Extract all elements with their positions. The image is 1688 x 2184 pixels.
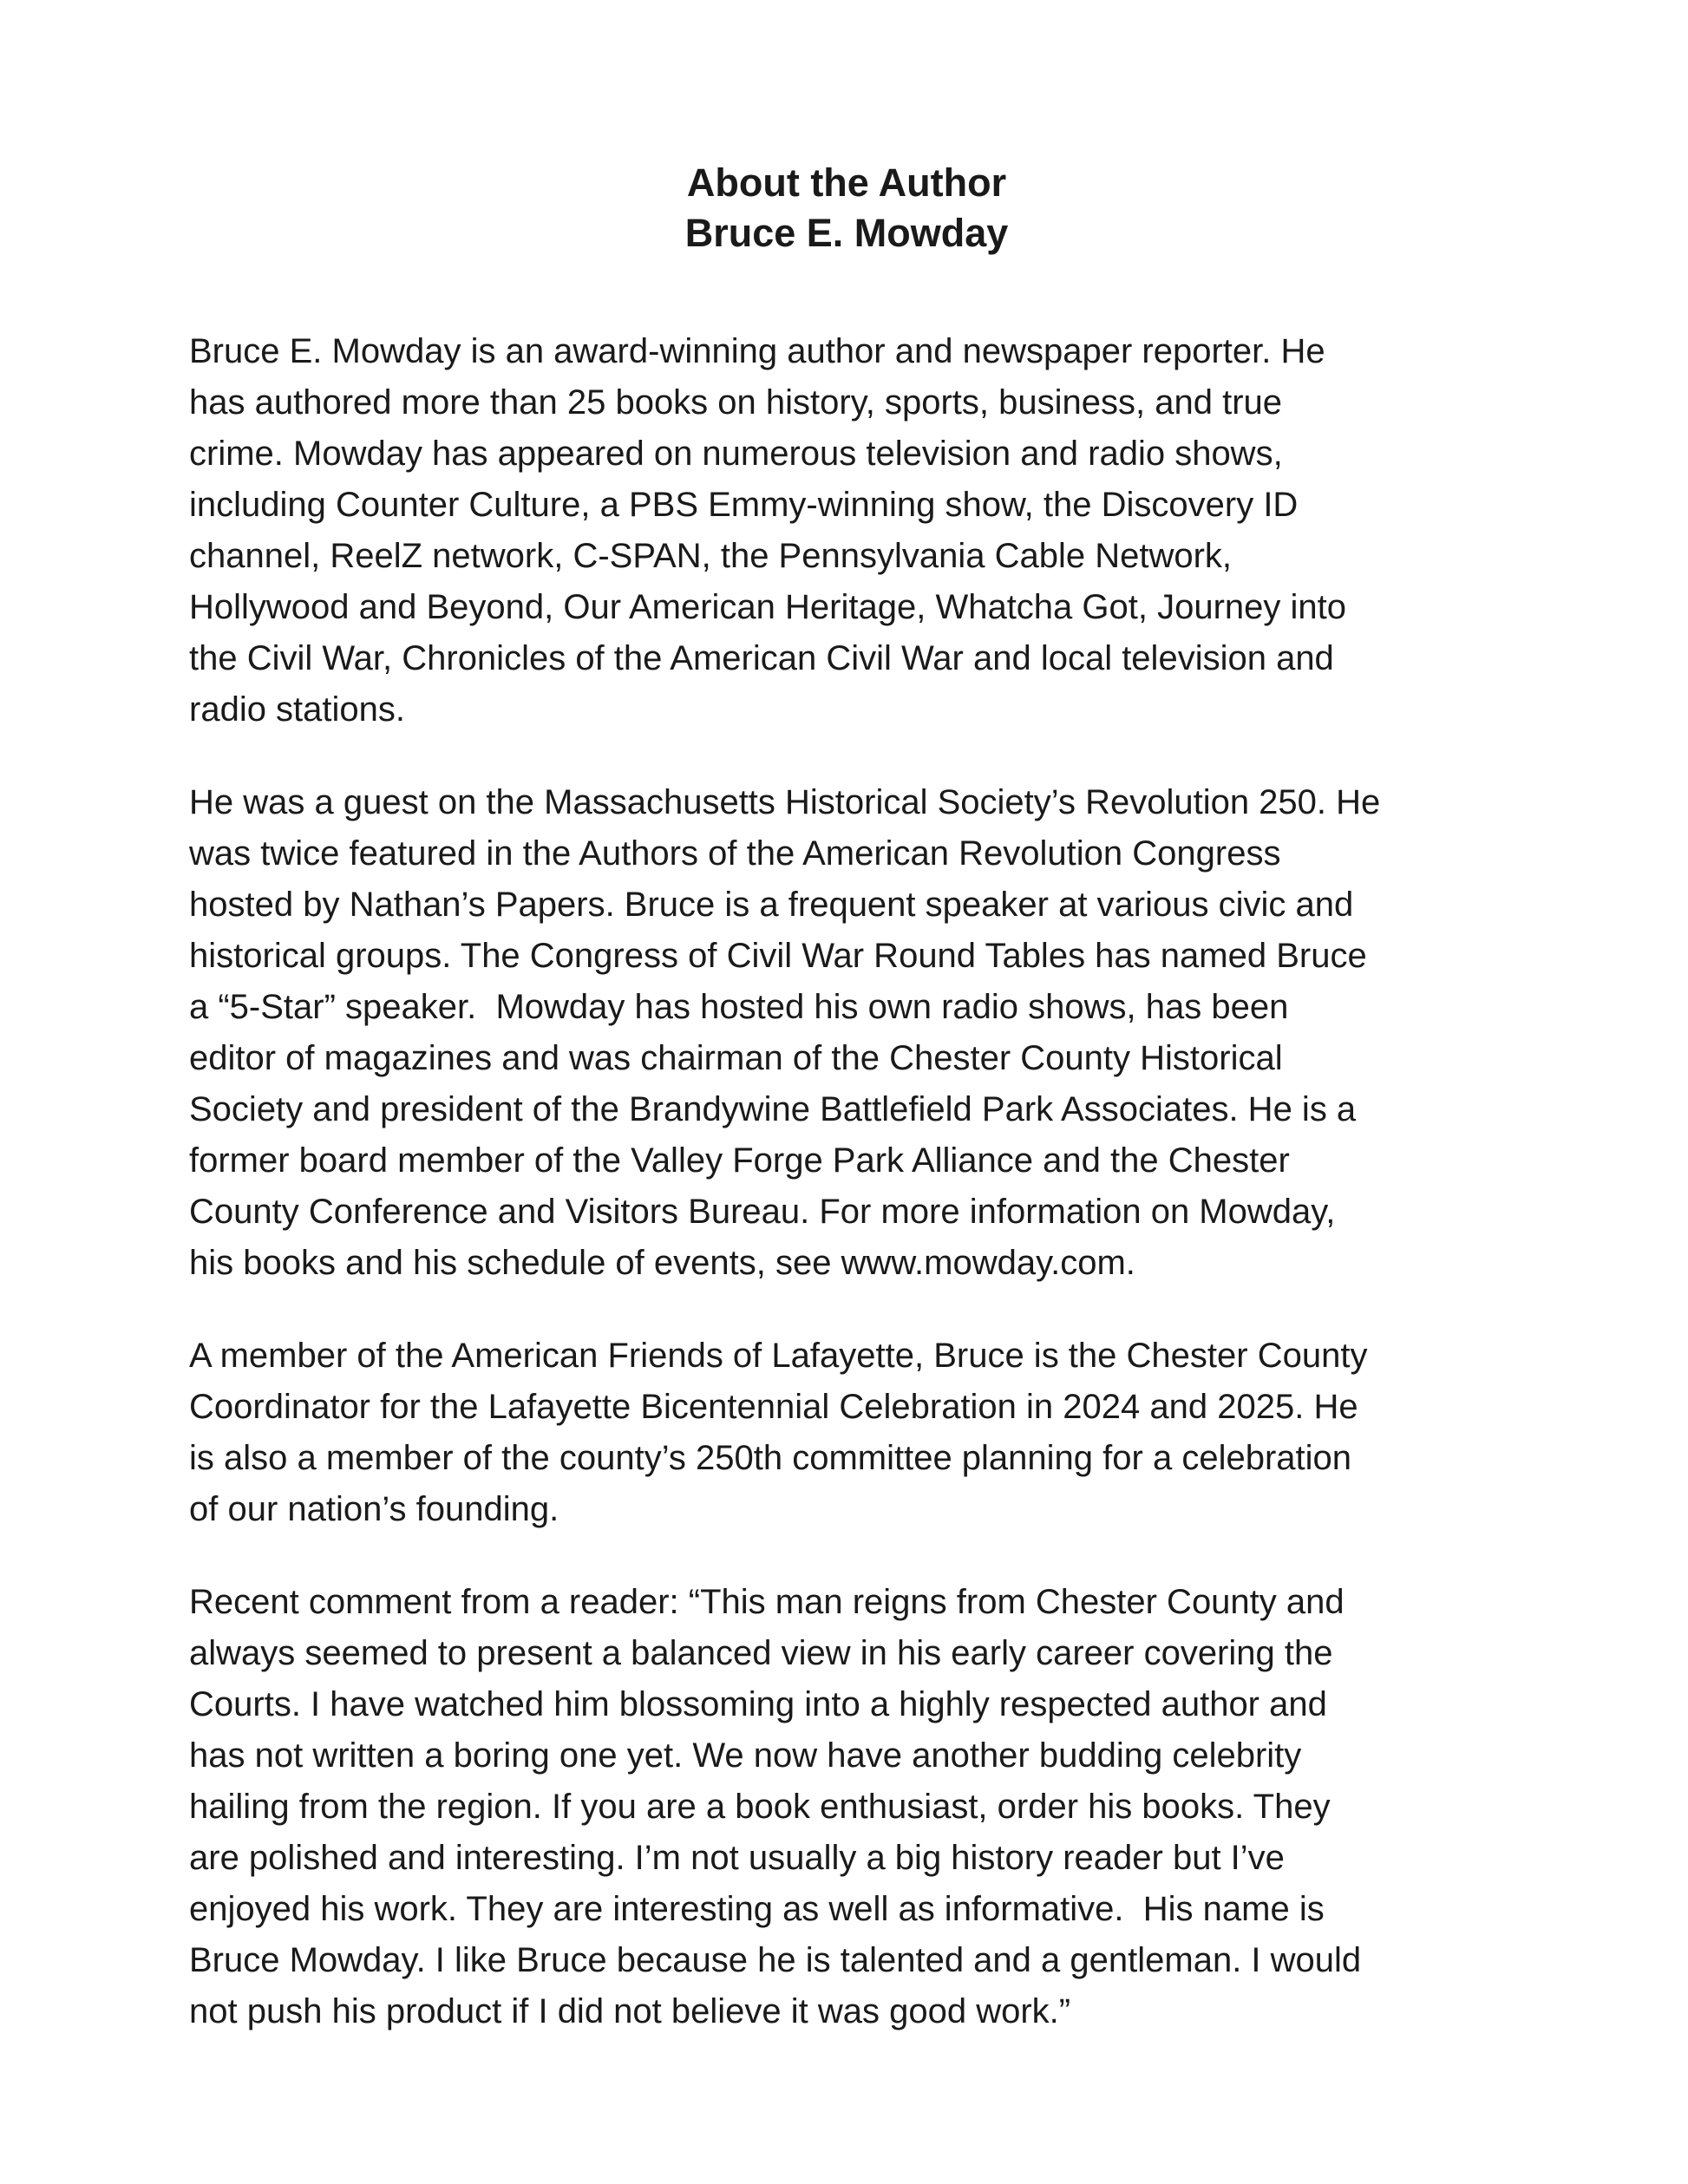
- title-line-heading: About the Author: [686, 160, 1007, 205]
- paragraph-line: Bruce Mowday. I like Bruce because he is talented and a gentleman. I would: [189, 1941, 1362, 1979]
- paragraph-line: crime. Mowday has appeared on numerous television and radio shows,: [189, 435, 1283, 473]
- paragraph-line: always seemed to present a balanced view in his early career covering the: [189, 1634, 1333, 1672]
- paragraph-line: a “5-Star” speaker. Mowday has hosted his own radio shows, has been: [189, 988, 1289, 1026]
- paragraph: [189, 1577, 1504, 2037]
- paragraph-line: Hollywood and Beyond, Our American Heritage, Whatcha Got, Journey into: [189, 588, 1347, 626]
- paragraph-line: the Civil War, Chronicles of the American Civil War and local television and: [189, 639, 1334, 677]
- paragraph-line: editor of magazines and was chairman of the Chester County Historical: [189, 1039, 1283, 1077]
- paragraph-line: Society and president of the Brandywine Battlefield Park Associates. He is a: [189, 1090, 1357, 1128]
- paragraph-line: hosted by Nathan’s Papers. Bruce is a frequent speaker at various civic and: [189, 886, 1354, 924]
- paragraph-line: Recent comment from a reader: “This man reigns from Chester County and: [189, 1583, 1345, 1621]
- paragraph-line: radio stations.: [189, 690, 406, 729]
- paragraph-line: enjoyed his work. They are interesting as well as informative. His name is: [189, 1890, 1325, 1928]
- paragraph-line: Coordinator for the Lafayette Bicentennial Celebration in 2024 and 2025. He: [189, 1388, 1358, 1426]
- title-line-author-name: Bruce E. Mowday: [684, 211, 1009, 255]
- paragraph-line: was twice featured in the Authors of the American Revolution Congress: [189, 834, 1281, 873]
- paragraph-line: of our nation’s founding.: [189, 1490, 559, 1528]
- paragraph-line: Bruce E. Mowday is an award-winning author and newspaper reporter. He: [189, 332, 1325, 370]
- paragraph-line: He was a guest on the Massachusetts Historical Society’s Revolution 250. He: [189, 783, 1381, 821]
- paragraph-line: not push his product if I did not believe it was good work.”: [189, 1992, 1071, 2030]
- paragraph-line: channel, ReelZ network, C-SPAN, the Pennsylvania Cable Network,: [189, 537, 1233, 575]
- paragraph-line: has not written a boring one yet. We now have another budding celebrity: [189, 1736, 1302, 1775]
- paragraph: [189, 777, 1504, 1289]
- paragraph: [189, 326, 1504, 736]
- paragraph-line: Courts. I have watched him blossoming into a highly respected author and: [189, 1685, 1327, 1723]
- paragraph-line: including Counter Culture, a PBS Emmy-winning show, the Discovery ID: [189, 486, 1299, 524]
- paragraph-line: hailing from the region. If you are a book enthusiast, order his books. They: [189, 1788, 1331, 1826]
- paragraph-line: his books and his schedule of events, see www.mowday.com.: [189, 1244, 1135, 1282]
- paragraph-line: A member of the American Friends of Lafayette, Bruce is the Chester County: [189, 1337, 1368, 1375]
- body-text: [189, 326, 1504, 2037]
- paragraph-line: are polished and interesting. I’m not usually a big history reader but I’ve: [189, 1839, 1285, 1877]
- paragraph-line: historical groups. The Congress of Civil War Round Tables has named Bruce: [189, 937, 1367, 975]
- paragraph: [189, 1331, 1504, 1535]
- document-title: [189, 158, 1504, 258]
- paragraph-line: former board member of the Valley Forge Park Alliance and the Chester: [189, 1141, 1290, 1180]
- paragraph-line: is also a member of the county’s 250th committee planning for a celebration: [189, 1439, 1351, 1477]
- paragraph-line: has authored more than 25 books on history, sports, business, and true: [189, 383, 1282, 422]
- paragraph-line: County Conference and Visitors Bureau. For more information on Mowday,: [189, 1193, 1336, 1231]
